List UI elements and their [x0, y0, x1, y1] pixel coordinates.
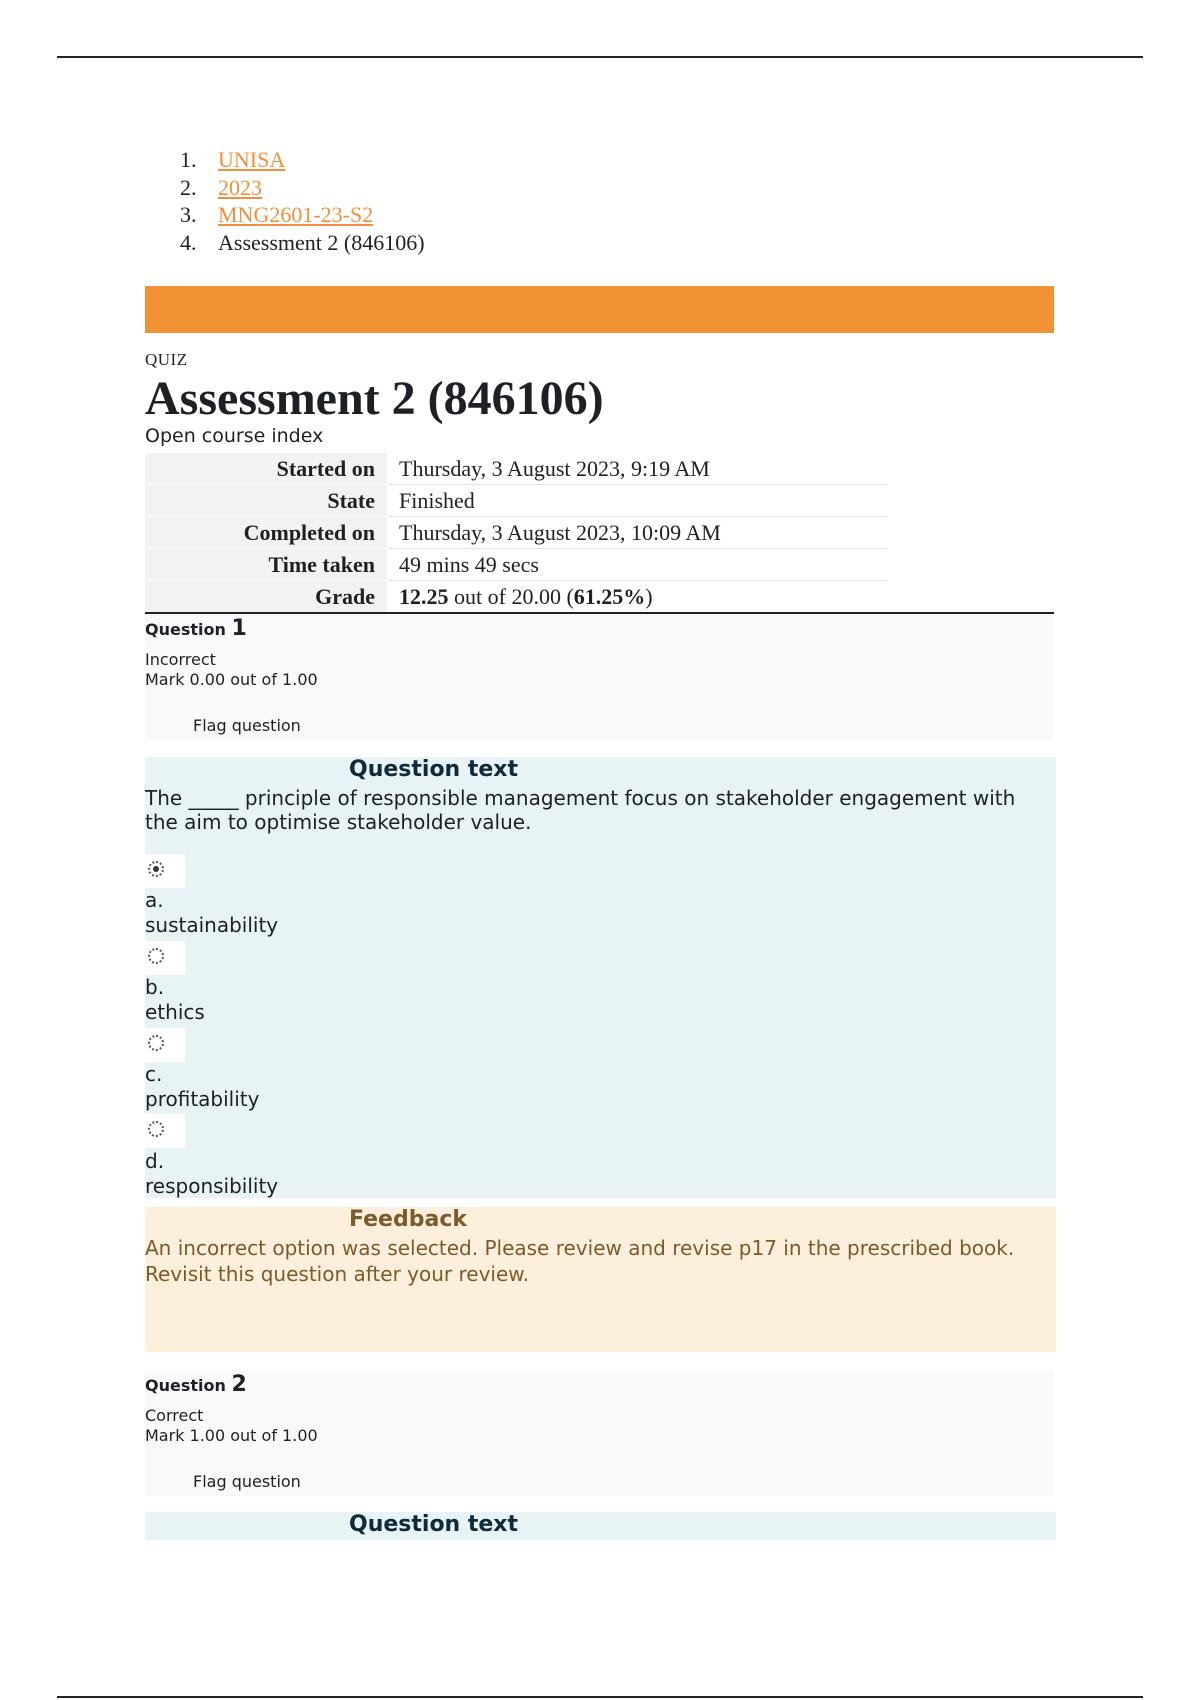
page-bottom-rule	[57, 1696, 1143, 1698]
question-text-heading: Question text	[349, 1512, 519, 1537]
header-banner	[145, 286, 1054, 333]
breadcrumb-link-course[interactable]: MNG2601-23-S2	[218, 202, 374, 227]
open-course-index-link[interactable]: Open course index	[145, 425, 324, 447]
summary-row-grade: Grade 12.25 out of 20.00 (61.25%)	[145, 581, 887, 613]
grade-score: 12.25	[399, 583, 449, 609]
summary-row-completed: Completed on Thursday, 3 August 2023, 10:09 AM	[145, 517, 887, 549]
question-1-formulation	[145, 757, 1056, 1198]
option-c-label[interactable]: profitability	[145, 1087, 260, 1111]
option-d-label[interactable]: responsibility	[145, 1174, 279, 1198]
question-state: Correct	[145, 1406, 204, 1425]
question-1-feedback	[145, 1207, 1056, 1352]
option-d-letter: d.	[145, 1149, 165, 1173]
question-text-heading: Question text	[349, 757, 519, 782]
summary-row-state: State Finished	[145, 485, 887, 517]
breadcrumb-current: Assessment 2 (846106)	[218, 229, 425, 255]
radio-unchecked-icon	[148, 1035, 164, 1051]
grade-percent: 61.25%	[573, 583, 646, 609]
option-c-letter: c.	[145, 1062, 163, 1086]
summary-row-started: Started on Thursday, 3 August 2023, 9:19 AM	[145, 453, 887, 485]
option-a-letter: a.	[145, 888, 164, 912]
option-b-radio[interactable]	[145, 941, 185, 975]
feedback-text: An incorrect option was selected. Please review and revise p17 in the prescribed book. Revisit this question after your review.	[145, 1236, 1015, 1286]
option-a-label[interactable]: sustainability	[145, 913, 279, 937]
page-title: Assessment 2 (846106)	[145, 372, 604, 425]
breadcrumb-item: 2. 2023	[180, 174, 262, 200]
page-kicker: QUIZ	[145, 350, 188, 369]
option-b-label[interactable]: ethics	[145, 1000, 205, 1024]
feedback-heading: Feedback	[349, 1207, 467, 1232]
question-2-info	[145, 1370, 1054, 1496]
question-mark: Mark 1.00 out of 1.00	[145, 1426, 318, 1445]
radio-unchecked-icon	[148, 1121, 164, 1137]
breadcrumb-item: 1. UNISA	[180, 147, 286, 172]
option-a-radio[interactable]	[145, 854, 185, 888]
flag-question-button[interactable]: Flag question	[193, 1472, 301, 1491]
question-1-info	[145, 614, 1054, 740]
option-c-radio[interactable]	[145, 1028, 185, 1062]
question-mark: Mark 0.00 out of 1.00	[145, 670, 318, 689]
option-d-radio[interactable]	[145, 1114, 185, 1148]
question-text: The _____ principle of responsible management focus on stakeholder engagement with the aim to optimise stakeholder value.	[145, 786, 1016, 834]
breadcrumb-link-unisa[interactable]: UNISA	[218, 147, 286, 172]
summary-row-time: Time taken 49 mins 49 secs	[145, 549, 887, 581]
breadcrumb-item: 4. Assessment 2 (846106)	[180, 229, 425, 255]
question-number: Question 1	[145, 616, 247, 641]
question-number: Question 2	[145, 1372, 247, 1397]
breadcrumb-link-year[interactable]: 2023	[218, 174, 262, 200]
radio-unchecked-icon	[148, 948, 164, 964]
question-state: Incorrect	[145, 650, 216, 669]
flag-question-button[interactable]: Flag question	[193, 716, 301, 735]
question-2-formulation	[145, 1512, 1056, 1540]
page-top-rule	[57, 56, 1143, 58]
breadcrumb-item: 3. MNG2601-23-S2	[180, 202, 374, 227]
breadcrumb	[180, 146, 425, 256]
attempt-summary-table	[145, 453, 887, 613]
option-b-letter: b.	[145, 975, 165, 999]
